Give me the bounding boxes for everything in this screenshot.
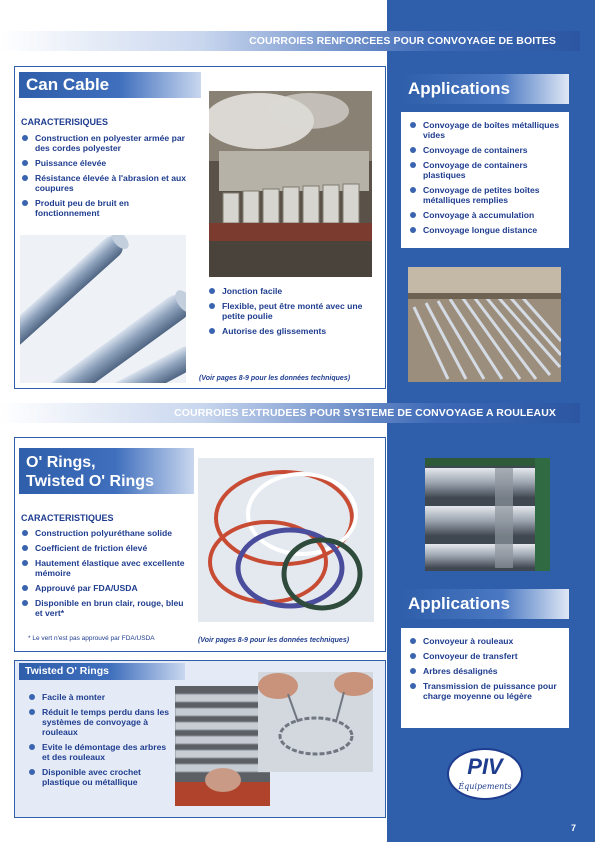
o-rings-title — [19, 448, 194, 494]
application-item: Convoyeur à rouleaux — [409, 636, 563, 646]
application-item: Convoyage de petites boîtes métalliques remplies — [409, 185, 563, 205]
section-banner-can-cable: COURROIES RENFORCEES POUR CONVOYAGE DE BOITES — [0, 31, 580, 51]
piv-logo-subtext: Équipements — [458, 782, 512, 791]
twisted-o-rings-features — [28, 692, 170, 792]
can-cable-conveyor-photo — [408, 267, 561, 382]
o-rings-title-line2: Twisted O' Rings — [26, 473, 154, 490]
applications-title-2: Applications — [401, 589, 569, 619]
can-cable-features — [21, 133, 187, 223]
twisted-ring-hands-photo — [258, 672, 373, 772]
feature-item: Evite le démontage des arbres et des rouleaux — [28, 742, 170, 762]
feature-item: Facile à monter — [28, 692, 170, 702]
application-item: Convoyage à accumulation — [409, 210, 563, 220]
applications-box-2 — [401, 628, 569, 728]
application-item: Convoyage de containers plastiques — [409, 160, 563, 180]
feature-item: Disponible avec crochet plastique ou métallique — [28, 767, 170, 787]
feature-item: Construction en polyester armée par des cordes polyester — [21, 133, 187, 153]
roller-conveyor-photo — [175, 686, 270, 806]
feature-item: Résistance élevée à l'abrasion et aux coupures — [21, 173, 187, 193]
o-rings-caract-heading: CARACTERISTIQUES — [21, 513, 114, 523]
factory-can-line-photo — [209, 91, 372, 277]
piv-logo — [447, 748, 523, 800]
feature-item: Puissance élevée — [21, 158, 187, 168]
o-rings-features — [21, 528, 189, 623]
twisted-o-rings-title: Twisted O' Rings — [19, 663, 185, 680]
applications-box-1 — [401, 112, 569, 248]
page-number: 7 — [571, 823, 577, 833]
application-item: Convoyage longue distance — [409, 225, 563, 235]
can-cable-features-2 — [208, 286, 378, 341]
feature-item: Construction polyuréthane solide — [21, 528, 189, 538]
can-cable-caract-heading: CARACTERISIQUES — [21, 117, 109, 127]
o-rings-photo — [198, 458, 374, 622]
can-cable-title: Can Cable — [19, 72, 201, 98]
o-rings-title-line1: O' Rings, — [26, 454, 96, 471]
o-rings-rollers-photo — [425, 458, 550, 571]
feature-item: Jonction facile — [208, 286, 378, 296]
section-banner-o-rings: COURROIES EXTRUDEES POUR SYSTEME DE CONVOYAGE A ROULEAUX — [0, 403, 580, 423]
applications-title-1: Applications — [401, 74, 569, 104]
piv-logo-text: PIV — [467, 754, 503, 779]
o-rings-footnote: * Le vert n'est pas approuvé par FDA/USDA — [28, 635, 155, 642]
feature-item: Approuvé par FDA/USDA — [21, 583, 189, 593]
feature-item: Réduit le temps perdu dans les systèmes de convoyage à rouleaux — [28, 707, 170, 737]
applications-list-2 — [409, 636, 563, 701]
feature-item: Flexible, peut être monté avec une petite poulie — [208, 301, 378, 321]
feature-item: Coefficient de friction élevé — [21, 543, 189, 553]
applications-list-1 — [409, 120, 563, 235]
application-item: Convoyeur de transfert — [409, 651, 563, 661]
application-item: Arbres désalignés — [409, 666, 563, 676]
can-cable-rods-photo — [20, 235, 186, 383]
application-item: Convoyage de boîtes métalliques vides — [409, 120, 563, 140]
feature-item: Hautement élastique avec excellente mémoire — [21, 558, 189, 578]
o-rings-tech-note: (Voir pages 8-9 pour les données techniques) — [198, 637, 350, 644]
application-item: Transmission de puissance pour charge moyenne ou légère — [409, 681, 563, 701]
feature-item: Disponible en brun clair, rouge, bleu et vert* — [21, 598, 189, 618]
can-cable-tech-note: (Voir pages 8-9 pour les données techniques) — [199, 375, 351, 382]
feature-item: Produit peu de bruit en fonctionnement — [21, 198, 187, 218]
application-item: Convoyage de containers — [409, 145, 563, 155]
feature-item: Autorise des glissements — [208, 326, 378, 336]
